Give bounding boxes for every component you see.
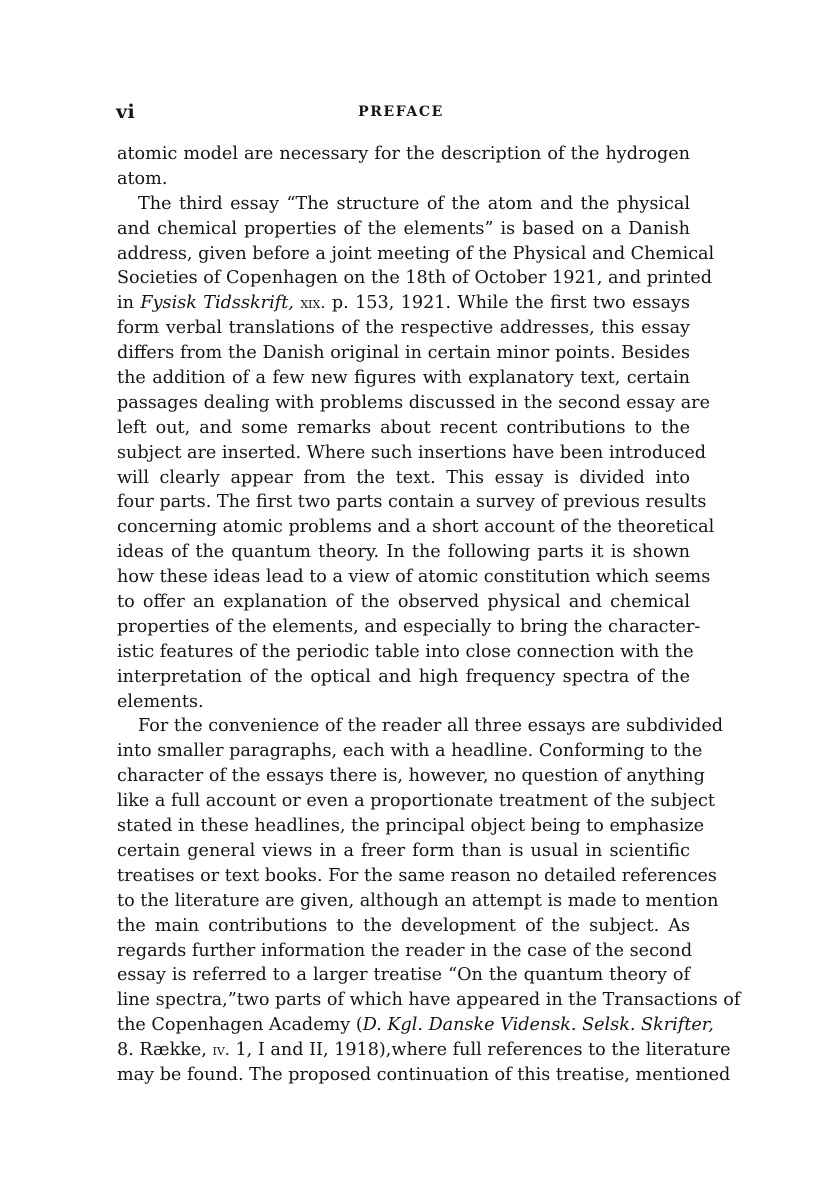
text-run: treatises or text books. For the same reason no detailed references bbox=[117, 865, 717, 886]
text-line bbox=[117, 167, 690, 192]
text-run: how these ideas lead to a view of atomic constitution which seems bbox=[117, 567, 711, 588]
text-run: to offer an explanation of the observed physical and chemical bbox=[117, 592, 690, 613]
text-line bbox=[117, 316, 690, 341]
text-run: in bbox=[117, 293, 141, 314]
text-line bbox=[117, 764, 705, 789]
text-line bbox=[117, 615, 701, 640]
text-run: into smaller paragraphs, each with a headline. Conforming to the bbox=[117, 741, 703, 762]
text-line bbox=[117, 192, 690, 217]
text-run: the Copenhagen Academy ( bbox=[117, 1015, 363, 1036]
text-line bbox=[117, 839, 690, 864]
text-run: subject are inserted. Where such insertions have been introduced bbox=[117, 442, 707, 463]
text-line bbox=[117, 714, 724, 739]
text-run: character of the essays there is, however, no question of anything bbox=[117, 766, 705, 787]
text-line bbox=[117, 441, 707, 466]
text-run: 1, I and II, 1918),where full references to the literature bbox=[229, 1040, 731, 1061]
running-title: PREFACE bbox=[358, 104, 444, 120]
text-line bbox=[117, 814, 705, 839]
text-run: passages dealing with problems discussed in the second essay are bbox=[117, 392, 711, 413]
text-line bbox=[117, 640, 694, 665]
text-line bbox=[117, 142, 690, 167]
text-run: may be found. The proposed continuation of this treatise, mentioned bbox=[117, 1064, 731, 1085]
text-run: concerning atomic problems and a short account of the theoretical bbox=[117, 517, 715, 538]
italic-text: Fysisk Tidsskrift, bbox=[140, 293, 294, 314]
text-line bbox=[117, 789, 715, 814]
text-line bbox=[117, 963, 690, 988]
text-run: For the convenience of the reader all three essays are subdivided bbox=[138, 716, 724, 737]
text-run: ideas of the quantum theory. In the following parts it is shown bbox=[117, 542, 690, 563]
text-line bbox=[117, 590, 690, 615]
text-run: properties of the elements, and especially to bring the character- bbox=[117, 616, 701, 637]
body-text bbox=[117, 142, 741, 1088]
text-line bbox=[117, 242, 715, 267]
text-line bbox=[117, 515, 715, 540]
paragraph bbox=[117, 142, 690, 192]
text-run: 8. Række, bbox=[117, 1040, 213, 1061]
text-line bbox=[117, 988, 741, 1013]
text-run: will clearly appear from the text. This essay is divided into bbox=[117, 467, 690, 488]
text-run: four parts. The first two parts contain a survey of previous results bbox=[117, 492, 707, 513]
text-run: left out, and some remarks about recent contributions to the bbox=[117, 417, 690, 438]
text-run: regards further information the reader in the case of the second bbox=[117, 940, 693, 961]
text-run: atom. bbox=[117, 168, 168, 189]
text-run: form verbal translations of the respective addresses, this essay bbox=[117, 318, 690, 339]
text-run: and chemical properties of the elements” is based on a Danish bbox=[117, 218, 690, 239]
text-run: atomic model are necessary for the description of the hydrogen bbox=[117, 144, 690, 164]
text-line bbox=[117, 466, 690, 491]
text-run: address, given before a joint meeting of the Physical and Chemical bbox=[117, 243, 715, 264]
page-number: vi bbox=[116, 101, 136, 123]
paragraph bbox=[117, 192, 715, 715]
text-run: The third essay “The structure of the atom and the physical bbox=[138, 193, 690, 214]
text-run: the main contributions to the development of the subject. As bbox=[117, 915, 690, 936]
text-run: stated in these headlines, the principal object being to emphasize bbox=[117, 816, 705, 837]
text-line bbox=[117, 665, 690, 690]
text-line bbox=[117, 690, 690, 715]
text-run: p. 153, 1921. While the first two essays bbox=[325, 293, 690, 314]
paragraph bbox=[117, 714, 741, 1087]
text-line bbox=[117, 1038, 731, 1063]
text-run: istic features of the periodic table into close connection with the bbox=[117, 641, 694, 662]
text-line bbox=[117, 1063, 731, 1088]
small-caps-text: xix. bbox=[300, 293, 326, 313]
text-line bbox=[117, 366, 690, 391]
text-line bbox=[117, 416, 690, 441]
text-line bbox=[117, 914, 690, 939]
text-run: certain general views in a freer form than is usual in scientific bbox=[117, 840, 690, 861]
text-line bbox=[117, 291, 690, 316]
text-line bbox=[117, 341, 690, 366]
text-line bbox=[117, 889, 719, 914]
text-line bbox=[117, 739, 703, 764]
text-run: elements. bbox=[117, 691, 204, 712]
text-run: essay is referred to a larger treatise “On the quantum theory of bbox=[117, 965, 690, 986]
text-run: differs from the Danish original in certain minor points. Besides bbox=[117, 343, 690, 364]
text-run: to the literature are given, although an attempt is made to mention bbox=[117, 890, 719, 911]
text-line bbox=[117, 939, 693, 964]
text-line bbox=[117, 490, 707, 515]
text-line bbox=[117, 864, 717, 889]
text-line bbox=[117, 217, 690, 242]
text-line bbox=[117, 1013, 714, 1038]
text-run: like a full account or even a proportionate treatment of the subject bbox=[117, 791, 715, 812]
text-line bbox=[117, 565, 711, 590]
small-caps-text: iv. bbox=[212, 1040, 230, 1060]
text-run: interpretation of the optical and high frequency spectra of the bbox=[117, 666, 690, 687]
text-run: line spectra,”two parts of which have appeared in the Transactions of bbox=[117, 990, 741, 1011]
text-run: the addition of a few new figures with explanatory text, certain bbox=[117, 368, 690, 389]
text-line bbox=[117, 266, 713, 291]
text-run: Societies of Copenhagen on the 18th of October 1921, and printed bbox=[117, 268, 713, 289]
running-header bbox=[116, 101, 686, 125]
text-line bbox=[117, 391, 711, 416]
text-line bbox=[117, 540, 690, 565]
italic-text: D. Kgl. Danske Vidensk. Selsk. Skrifter, bbox=[362, 1015, 714, 1036]
